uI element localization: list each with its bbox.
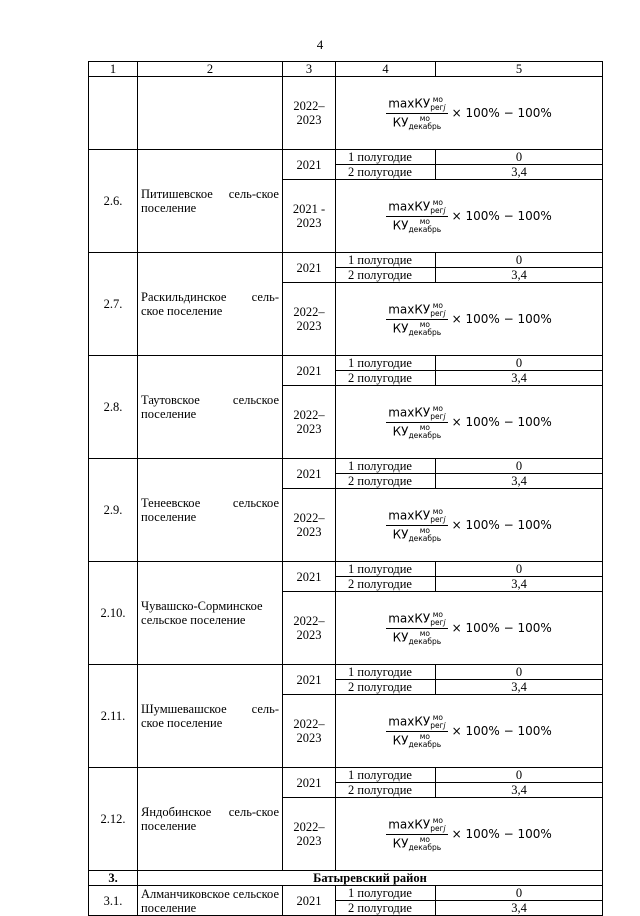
- formula-fraction: [386, 817, 447, 852]
- header-cell-4: 4: [336, 62, 436, 77]
- settlement-name-cell: Шумшевашское сель-ское поселение: [138, 665, 283, 768]
- formula-fraction: [386, 302, 447, 337]
- formula-cell: [336, 180, 603, 253]
- row-number-cell: 3.1.: [89, 886, 138, 916]
- years-text: 2022– 2023: [293, 614, 325, 642]
- year-cell: 2021: [283, 459, 336, 489]
- years-cell: [283, 283, 336, 356]
- half-value-cell: 3,4: [436, 474, 603, 489]
- formula-denominator: КУ мо декабрь: [392, 525, 442, 543]
- formula-cell: [336, 386, 603, 459]
- table-row: [89, 356, 603, 371]
- header-cell-2: 2: [138, 62, 283, 77]
- formula-fraction: [386, 199, 447, 234]
- growth-formula: [386, 199, 552, 234]
- formula-denominator: КУ мо декабрь: [392, 113, 442, 131]
- table-row: [89, 150, 603, 165]
- year-cell: 2021: [283, 768, 336, 798]
- year-cell: 2021: [283, 562, 336, 592]
- formula-rhs: × 100% − 100%: [451, 209, 552, 223]
- formula-rhs: × 100% − 100%: [451, 827, 552, 841]
- formula-numerator: maxКУ мо регj: [388, 712, 446, 730]
- page-number: 4: [316, 37, 324, 52]
- growth-formula: [386, 611, 552, 646]
- row-number-cell: 2.10.: [89, 562, 138, 665]
- year-cell: 2021: [283, 150, 336, 180]
- formula-cell: [336, 695, 603, 768]
- years-cell: [283, 77, 336, 150]
- half-value-cell: 3,4: [436, 577, 603, 592]
- settlement-name-cell: Чувашско-Сорминское сельское поселение: [138, 562, 283, 665]
- years-text: 2022– 2023: [293, 305, 325, 333]
- half-value-cell: 0: [436, 562, 603, 577]
- years-text: 2022– 2023: [293, 511, 325, 539]
- header-cell-5: 5: [436, 62, 603, 77]
- year-cell: 2021: [283, 665, 336, 695]
- formula-denominator: КУ мо декабрь: [392, 319, 442, 337]
- formula-numerator: maxКУ мо регj: [388, 197, 446, 215]
- half-label-cell: 1 полугодие: [336, 886, 436, 901]
- years-cell: [283, 489, 336, 562]
- settlement-name-cell: Раскильдинское сель-ское поселение: [138, 253, 283, 356]
- section-number-cell: 3.: [89, 871, 138, 886]
- settlement-name-cell: Питишевское сель-ское поселение: [138, 150, 283, 253]
- half-label-cell: 2 полугодие: [336, 783, 436, 798]
- formula-fraction: [386, 405, 447, 440]
- formula-numerator: maxКУ мо регj: [388, 300, 446, 318]
- formula-denominator: КУ мо декабрь: [392, 834, 442, 852]
- year-cell: 2021: [283, 253, 336, 283]
- half-label-cell: 2 полугодие: [336, 474, 436, 489]
- half-value-cell: 3,4: [436, 371, 603, 386]
- formula-rhs: × 100% − 100%: [451, 621, 552, 635]
- half-value-cell: 3,4: [436, 901, 603, 916]
- years-cell: [283, 798, 336, 871]
- half-label-cell: 1 полугодие: [336, 150, 436, 165]
- growth-formula: [386, 405, 552, 440]
- years-text: 2021 - 2023: [292, 202, 326, 230]
- formula-rhs: × 100% − 100%: [451, 415, 552, 429]
- formula-cell: [336, 489, 603, 562]
- formula-rhs: × 100% − 100%: [451, 106, 552, 120]
- formula-numerator: maxКУ мо регj: [388, 403, 446, 421]
- settlement-name-cell: Таутовское сельское поселение: [138, 356, 283, 459]
- half-label-cell: 2 полугодие: [336, 680, 436, 695]
- header-row: [89, 62, 603, 77]
- half-value-cell: 0: [436, 665, 603, 680]
- formula-numerator: maxКУ мо регj: [388, 609, 446, 627]
- half-value-cell: 0: [436, 253, 603, 268]
- formula-fraction: [386, 508, 447, 543]
- formula-cell: [336, 283, 603, 356]
- section-row: [89, 871, 603, 886]
- half-label-cell: 2 полугодие: [336, 268, 436, 283]
- growth-formula: [386, 714, 552, 749]
- half-label-cell: 1 полугодие: [336, 768, 436, 783]
- half-label-cell: 2 полугодие: [336, 165, 436, 180]
- tariff-table: [88, 61, 603, 916]
- half-value-cell: 0: [436, 356, 603, 371]
- formula-cell: [336, 592, 603, 665]
- half-label-cell: 2 полугодие: [336, 371, 436, 386]
- years-text: 2022– 2023: [293, 99, 325, 127]
- half-value-cell: 3,4: [436, 165, 603, 180]
- half-label-cell: 1 полугодие: [336, 562, 436, 577]
- formula-fraction: [386, 714, 447, 749]
- half-value-cell: 3,4: [436, 268, 603, 283]
- years-text: 2022– 2023: [293, 717, 325, 745]
- formula-denominator: КУ мо декабрь: [392, 422, 442, 440]
- formula-fraction: [386, 611, 447, 646]
- years-text: 2022– 2023: [293, 820, 325, 848]
- formula-cell: [336, 798, 603, 871]
- formula-denominator: КУ мо декабрь: [392, 731, 442, 749]
- formula-denominator: КУ мо декабрь: [392, 216, 442, 234]
- settlement-name-cell: Тенеевское сельское поселение: [138, 459, 283, 562]
- settlement-name-cell: Алманчиковское сельское поселение: [138, 886, 283, 916]
- row-number-cell: 2.8.: [89, 356, 138, 459]
- settlement-name-cell: [138, 77, 283, 150]
- row-number-cell: 2.6.: [89, 150, 138, 253]
- formula-numerator: maxКУ мо регj: [388, 815, 446, 833]
- settlement-name-cell: Яндобинское сель-ское поселение: [138, 768, 283, 871]
- half-value-cell: 3,4: [436, 680, 603, 695]
- half-label-cell: 1 полугодие: [336, 253, 436, 268]
- row-number-cell: 2.7.: [89, 253, 138, 356]
- growth-formula: [386, 817, 552, 852]
- formula-rhs: × 100% − 100%: [451, 518, 552, 532]
- formula-numerator: maxКУ мо регj: [388, 506, 446, 524]
- half-label-cell: 2 полугодие: [336, 577, 436, 592]
- formula-fraction: [386, 96, 447, 131]
- row-number-cell: [89, 77, 138, 150]
- table-row: [89, 77, 603, 150]
- table-row: [89, 253, 603, 268]
- section-title-cell: Батыревский район: [138, 871, 603, 886]
- years-cell: [283, 386, 336, 459]
- formula-numerator: maxКУ мо регj: [388, 94, 446, 112]
- half-value-cell: 0: [436, 768, 603, 783]
- table-row: [89, 768, 603, 783]
- formula-cell: [336, 77, 603, 150]
- header-cell-1: 1: [89, 62, 138, 77]
- formula-rhs: × 100% − 100%: [451, 724, 552, 738]
- half-label-cell: 1 полугодие: [336, 665, 436, 680]
- table-row: [89, 562, 603, 577]
- years-cell: [283, 695, 336, 768]
- half-label-cell: 1 полугодие: [336, 459, 436, 474]
- years-text: 2022– 2023: [293, 408, 325, 436]
- year-cell: 2021: [283, 886, 336, 916]
- half-value-cell: 0: [436, 150, 603, 165]
- growth-formula: [386, 302, 552, 337]
- table-row: [89, 459, 603, 474]
- row-number-cell: 2.11.: [89, 665, 138, 768]
- row-number-cell: 2.12.: [89, 768, 138, 871]
- half-label-cell: 1 полугодие: [336, 356, 436, 371]
- growth-formula: [386, 96, 552, 131]
- formula-rhs: × 100% − 100%: [451, 312, 552, 326]
- years-cell: [283, 592, 336, 665]
- year-cell: 2021: [283, 356, 336, 386]
- half-value-cell: 3,4: [436, 783, 603, 798]
- half-label-cell: 2 полугодие: [336, 901, 436, 916]
- years-cell: [283, 180, 336, 253]
- half-value-cell: 0: [436, 886, 603, 901]
- row-number-cell: 2.9.: [89, 459, 138, 562]
- formula-denominator: КУ мо декабрь: [392, 628, 442, 646]
- header-cell-3: 3: [283, 62, 336, 77]
- table-row: [89, 886, 603, 901]
- table-row: [89, 665, 603, 680]
- half-value-cell: 0: [436, 459, 603, 474]
- growth-formula: [386, 508, 552, 543]
